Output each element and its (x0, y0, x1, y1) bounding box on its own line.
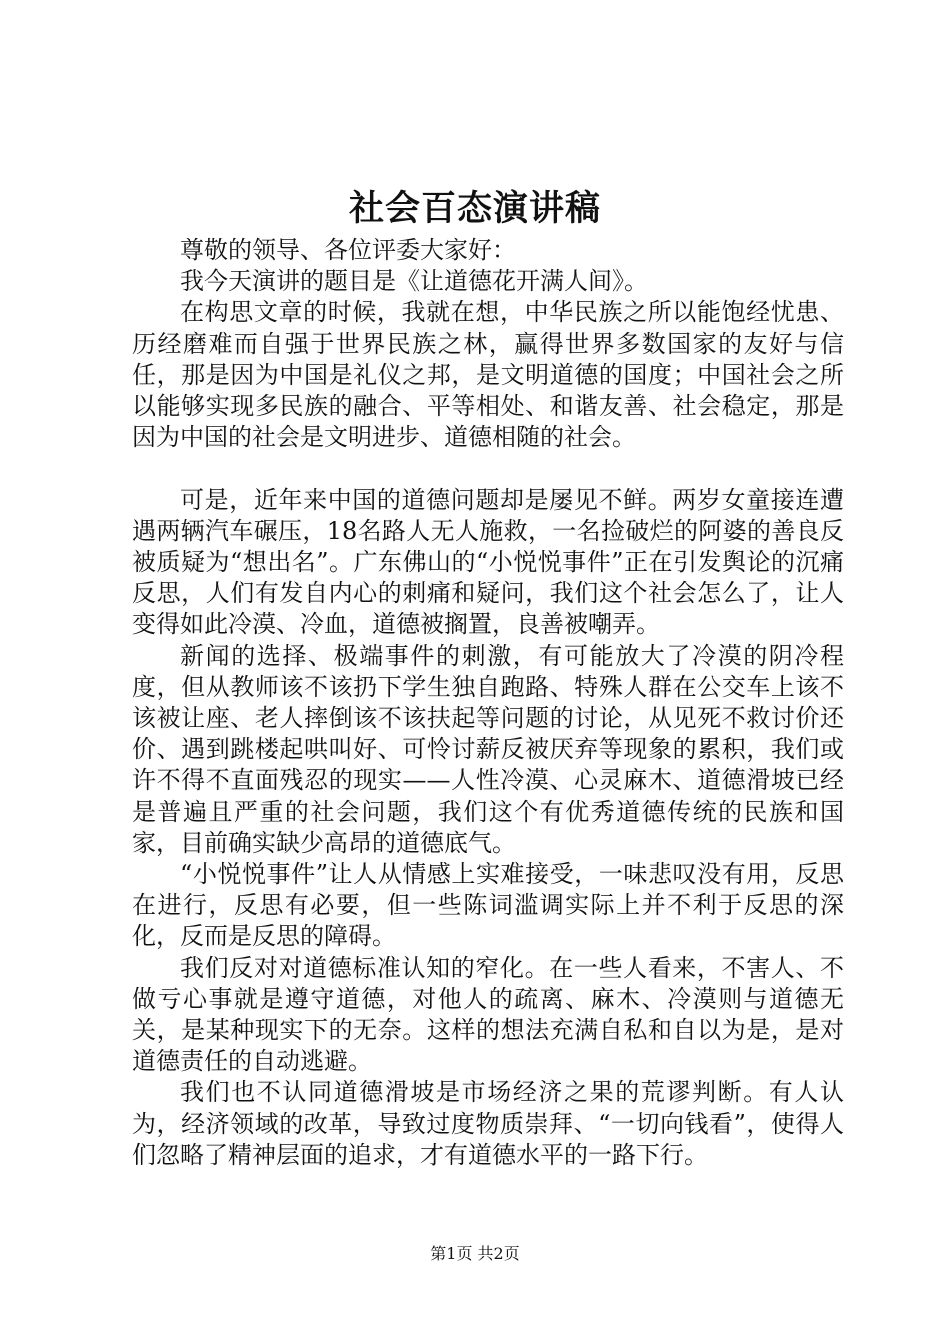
document-body (132, 235, 844, 1171)
document-title: 社会百态演讲稿 (348, 188, 601, 229)
paragraph-news: 新闻的选择、极端事件的刺激，有可能放大了冷漠的阴冷程度，但从教师该不该扔下学生独自跑路、特殊人群在公交车上该不该被让座、老人摔倒该不该扶起等问题的讨论，从见死不救讨价还价、遇到跳楼起哄叫好、可怜讨薪反被厌弃等现象的累积，我们或许不得不直面残忍的现实——人性冷漠、心灵麻木、道德滑坡已经是普遍且严重的社会问题，我们这个有优秀道德传统的民族和国家，目前确实缺少高昂的道德底气。 (132, 641, 844, 857)
page-indicator: 第1页 共2页 (430, 1244, 520, 1263)
paragraph-market: 我们也不认同道德滑坡是市场经济之果的荒谬判断。有人认为，经济领域的改革，导致过度物质崇拜、“一切向钱看”，使得人们忽略了精神层面的追求，才有道德水平的一路下行。 (132, 1078, 844, 1169)
paragraph-greeting: 尊敬的领导、各位评委大家好： (180, 236, 516, 264)
paragraph-topic: 我今天演讲的题目是《让道德花开满人间》。 (180, 267, 648, 296)
paragraph-intro: 在构思文章的时候，我就在想，中华民族之所以能饱经忧患、历经磨难而自强于世界民族之林，赢得世界多数国家的友好与信任，那是因为中国是礼仪之邦，是文明道德的国度；中国社会之所以能够实现多民族的融合、平等相处、和谐友善、社会稳定，那是因为中国的社会是文明进步、道德相随的社会。 (132, 298, 844, 452)
paragraph-spacer (132, 453, 844, 484)
paragraph-problem: 可是，近年来中国的道德问题却是屡见不鲜。两岁女童接连遭遇两辆汽车碾压，18名路人无人施救，一名捡破烂的阿婆的善良反被质疑为“想出名”。广东佛山的“小悦悦事件”正在引发舆论的沉痛反思，人们有发自内心的刺痛和疑问，我们这个社会怎么了，让人变得如此冷漠、冷血，道德被搁置，良善被嘲弄。 (132, 485, 844, 639)
paragraph-standards: 我们反对对道德标准认知的窄化。在一些人看来，不害人、不做亏心事就是遵守道德，对他人的疏离、麻木、冷漠则与道德无关，是某种现实下的无奈。这样的想法充满自私和自以为是，是对道德责任的自动逃避。 (132, 953, 844, 1076)
paragraph-reflection: “小悦悦事件”让人从情感上实难接受，一味悲叹没有用，反思在进行，反思有必要，但一些陈词滥调实际上并不利于反思的深化，反而是反思的障碍。 (132, 860, 844, 951)
